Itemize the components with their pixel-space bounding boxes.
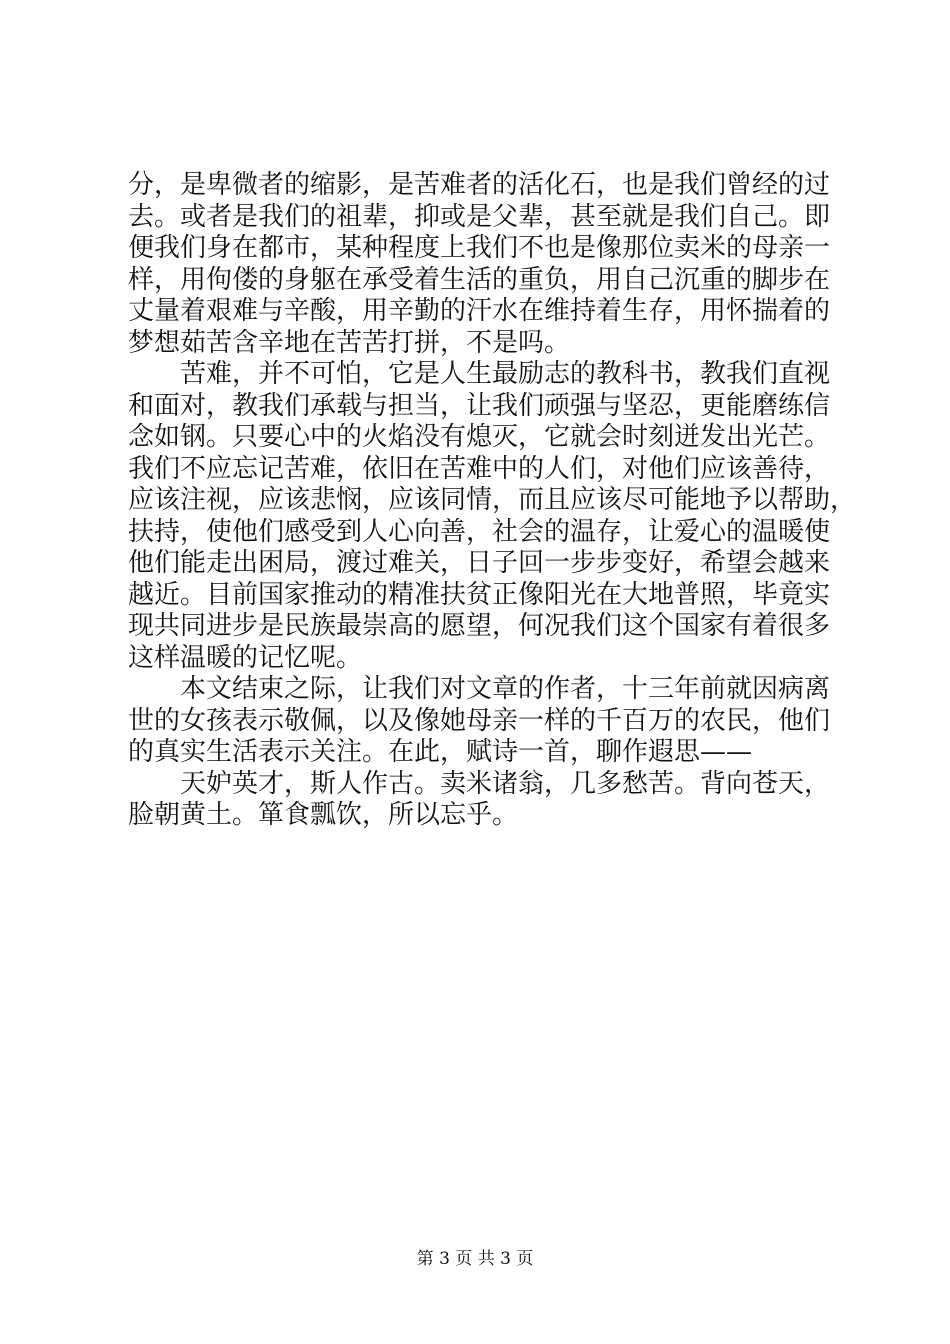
page-footer: 第 3 页 共 3 页 xyxy=(416,1249,534,1269)
text-line: 去。或者是我们的祖辈，抑或是父辈，甚至就是我们自己。即 xyxy=(128,201,831,232)
text-line: 现共同进步是民族最崇高的愿望，何况我们这个国家有着很多 xyxy=(128,611,831,641)
document-body xyxy=(128,170,857,832)
text-line: 他们能走出困局，渡过难关，日子回一步步变好，希望会越来 xyxy=(128,548,831,578)
text-line: 和面对，教我们承载与担当，让我们顽强与坚忍，更能磨练信 xyxy=(128,390,831,421)
text-line: 应该注视，应该悲悯，应该同情，而且应该尽可能地予以帮助， xyxy=(128,485,857,515)
text-line: 分，是卑微者的缩影，是苦难者的活化石，也是我们曾经的过 xyxy=(128,170,831,200)
text-line: 越近。目前国家推动的精准扶贫正像阳光在大地普照，毕竟实 xyxy=(128,579,831,610)
text-line: 的真实生活表示关注。在此，赋诗一首，聊作遐思—— xyxy=(128,737,753,767)
text-line: 我们不应忘记苦难，依旧在苦难中的人们，对他们应该善待， xyxy=(128,453,831,484)
text-line: 扶持，使他们感受到人心向善，社会的温存，让爱心的温暖使 xyxy=(128,516,831,547)
text-line: 丈量着艰难与辛酸，用辛勤的汗水在维持着生存，用怀揣着的 xyxy=(128,296,831,326)
text-line: 本文结束之际，让我们对文章的作者，十三年前就因病离 xyxy=(180,674,831,704)
text-line: 便我们身在都市，某种程度上我们不也是像那位卖米的母亲一 xyxy=(128,233,831,263)
text-line: 这样温暖的记忆呢。 xyxy=(128,642,363,673)
text-line: 苦难，并不可怕，它是人生最励志的教科书，教我们直视 xyxy=(180,359,831,389)
text-line: 天妒英才，斯人作古。卖米诸翁，几多愁苦。背向苍天， xyxy=(180,768,831,799)
text-line: 样，用佝偻的身躯在承受着生活的重负，用自己沉重的脚步在 xyxy=(128,264,831,295)
text-line: 梦想茹苦含辛地在苦苦打拼，不是吗。 xyxy=(128,327,571,358)
text-line: 脸朝黄土。箪食瓢饮，所以忘乎。 xyxy=(128,800,519,830)
text-line: 念如钢。只要心中的火焰没有熄灭，它就会时刻迸发出光芒。 xyxy=(128,422,831,452)
text-line: 世的女孩表示敬佩，以及像她母亲一样的千百万的农民，他们 xyxy=(128,705,831,736)
